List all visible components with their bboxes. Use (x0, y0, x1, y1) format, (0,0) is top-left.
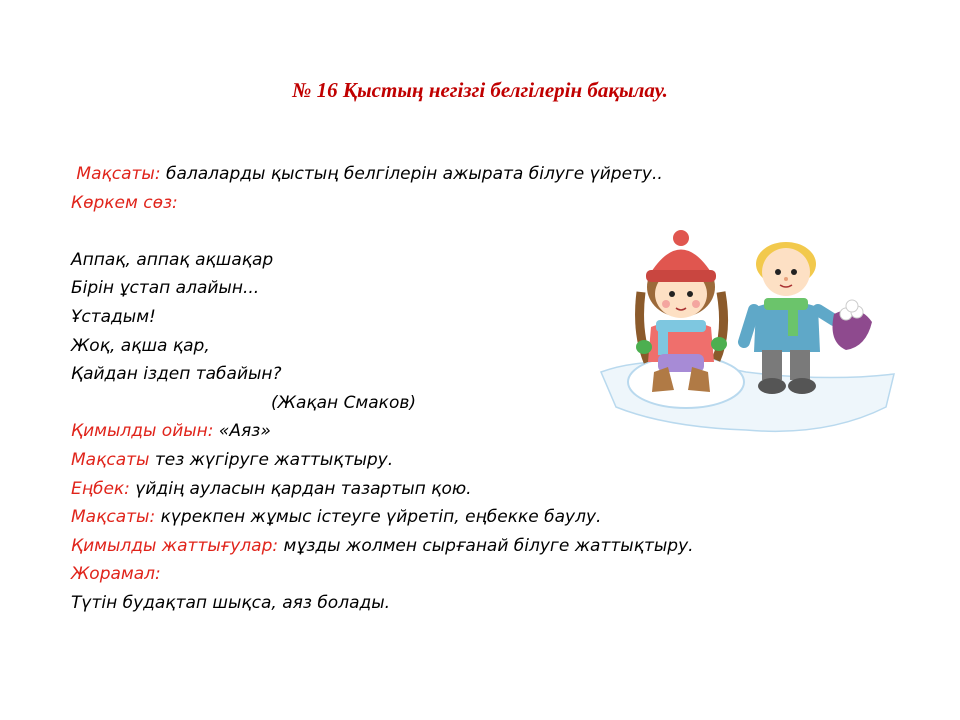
exercises-label: Қимылды жаттығулар: (71, 535, 279, 556)
poem-line-2: Бірін ұстап алайын... (71, 278, 260, 299)
poem-line-4: Жоқ, ақша қар, (71, 335, 210, 356)
game-label: Қимылды ойын: (71, 421, 214, 442)
page-title: № 16 Қыстың негізгі белгілерін бақылау. (292, 78, 668, 102)
goal-label: Мақсаты (76, 164, 155, 184)
boy-figure (744, 242, 872, 394)
poem-line-1: Аппақ, аппақ ақшақар (71, 249, 274, 270)
labor-label: Еңбек: (71, 478, 130, 499)
labor-line (71, 475, 851, 504)
riddle-text: Түтін будақтап шықса, аяз болады. (71, 592, 391, 613)
game-goal-label: Мақсаты (71, 449, 150, 470)
poem-author: (Жақан Смаков) (271, 392, 416, 413)
game-goal-line (71, 446, 851, 475)
goal-text: балаларды қыстың белгілерін ажырата білуге үйрету.. (160, 164, 663, 184)
riddle-label: Жорамал: (71, 564, 161, 585)
goal-colon: : (154, 164, 161, 184)
game-goal-text: тез жүгіруге жаттықтыру. (149, 449, 394, 470)
labor-goal-text: күрекпен жұмыс істеуге үйретіп, еңбекке баулу. (155, 507, 602, 528)
winter-children-illustration (596, 222, 896, 437)
labor-goal-line (71, 503, 851, 532)
exercises-line (71, 532, 851, 561)
exercises-text: мұзды жолмен сырғанай білуге жаттықтыру. (278, 535, 694, 556)
game-text: «Аяз» (213, 421, 271, 442)
poem-line-3: Ұстадым! (71, 306, 156, 327)
labor-goal-label: Мақсаты: (71, 507, 156, 528)
poem-line-5: Қайдан іздеп табайын? (71, 364, 282, 385)
artistic-word-label: Көркем сөз: (71, 192, 178, 213)
goal-line (71, 160, 851, 189)
labor-text: үйдің ауласын қардан тазартып қою. (129, 478, 472, 499)
